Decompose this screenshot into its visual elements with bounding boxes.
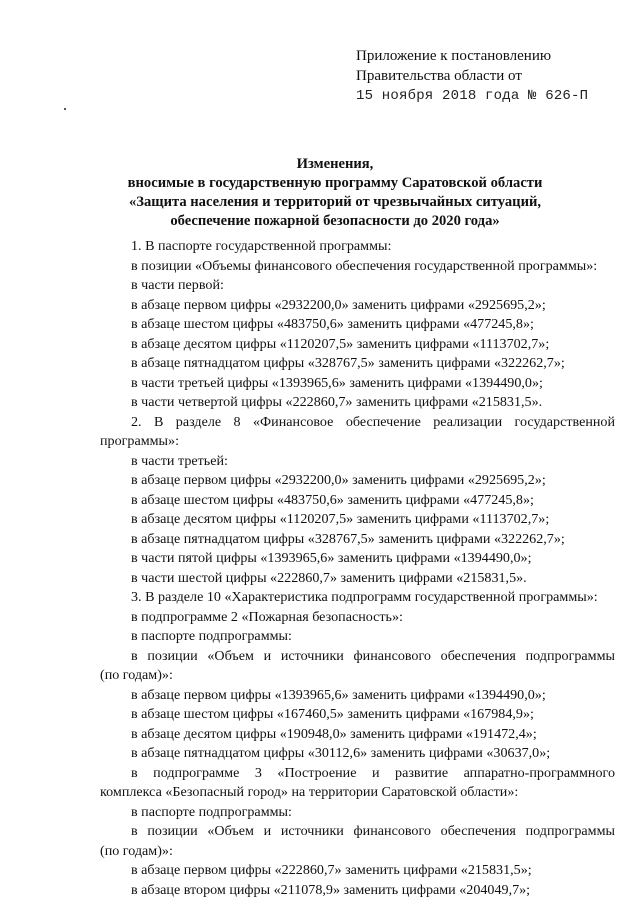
title-line-1: Изменения, xyxy=(296,156,374,172)
approval-line-1: Приложение к постановлению xyxy=(356,48,552,64)
body-line: в абзаце десятом цифры «1120207,5» заменить цифрами «1113702,7»; xyxy=(131,335,550,352)
body-line: в части первой: xyxy=(131,277,224,293)
body-line: в части четвертой цифры «222860,7» заменить цифрами «215831,5». xyxy=(131,394,543,410)
approval-block xyxy=(356,46,588,106)
body-line: (по годам)»: xyxy=(100,667,173,683)
body-line: в части третьей: xyxy=(131,452,228,469)
title-line-4: обеспечение пожарной безопасности до 2020 года» xyxy=(170,213,500,229)
approval-line-2: Правительства области от xyxy=(356,68,522,84)
body-line: в подпрограмме 2 «Пожарная безопасность»: xyxy=(131,608,403,625)
body-line: 3. В разделе 10 «Характеристика подпрограмм государственной программы»: xyxy=(131,589,598,605)
body-line: в части пятой цифры «1393965,6» заменить цифрами «1394490,0»; xyxy=(131,550,532,566)
body-line: в абзаце пятнадцатом цифры «328767,5» заменить цифрами «322262,7»; xyxy=(131,530,565,547)
body-line: в абзаце первом цифры «1393965,6» заменить цифрами «1394490,0»; xyxy=(131,686,546,703)
body-line: в абзаце шестом цифры «483750,6» заменить цифрами «477245,8»; xyxy=(131,491,534,508)
body-line: в абзаце десятом цифры «1120207,5» заменить цифрами «1113702,7»; xyxy=(131,511,550,527)
body-line: в паспорте подпрограммы: xyxy=(131,803,292,820)
body-line: программы»: xyxy=(100,433,179,449)
body-line: в абзаце первом цифры «2932200,0» заменить цифрами «2925695,2»; xyxy=(131,472,546,488)
body-line: 2. В разделе 8 «Финансовое обеспечение реализации государственной xyxy=(131,413,615,430)
body-line: в паспорте подпрограммы: xyxy=(131,628,292,644)
body-line: в части шестой цифры «222860,7» заменить цифрами «215831,5». xyxy=(131,569,527,586)
body-line: в части третьей цифры «1393965,6» заменить цифрами «1394490,0»; xyxy=(131,374,543,391)
body-line: в позиции «Объемы финансового обеспечения государственной программы»: xyxy=(131,257,598,274)
document-body xyxy=(100,237,615,900)
body-line: в абзаце пятнадцатом цифры «328767,5» заменить цифрами «322262,7»; xyxy=(131,355,565,371)
body-line: в абзаце пятнадцатом цифры «30112,6» заменить цифрами «30637,0»; xyxy=(131,745,551,761)
body-line: в позиции «Объем и источники финансового обеспечения подпрограммы xyxy=(131,647,615,664)
approval-stamp-date: 15 ноября 2018 года № 626-П xyxy=(356,88,589,104)
body-line: в абзаце первом цифры «222860,7» заменить цифрами «215831,5»; xyxy=(131,862,532,878)
document-title xyxy=(100,155,570,231)
body-line: в абзаце первом цифры «2932200,0» заменить цифрами «2925695,2»; xyxy=(131,296,546,313)
body-line: 1. В паспорте государственной программы: xyxy=(131,238,392,254)
body-line: в абзаце десятом цифры «190948,0» заменить цифрами «191472,4»; xyxy=(131,725,537,742)
body-line: (по годам)»: xyxy=(100,842,173,859)
scan-speck xyxy=(64,108,66,110)
body-line: в позиции «Объем и источники финансового обеспечения подпрограммы xyxy=(131,823,615,839)
body-line: в абзаце шестом цифры «483750,6» заменить цифрами «477245,8»; xyxy=(131,316,534,332)
title-line-3: «Защита населения и территорий от чрезвычайных ситуаций, xyxy=(128,194,542,210)
body-line: в абзаце шестом цифры «167460,5» заменить цифрами «167984,9»; xyxy=(131,706,534,722)
body-line: в абзаце втором цифры «211078,9» заменить цифрами «204049,7»; xyxy=(131,881,531,898)
title-line-2: вносимые в государственную программу Саратовской области xyxy=(127,175,543,191)
body-line: комплекса «Безопасный город» на территории Саратовской области»: xyxy=(100,784,519,800)
body-line: в подпрограмме 3 «Построение и развитие аппаратно-программного xyxy=(131,764,615,781)
